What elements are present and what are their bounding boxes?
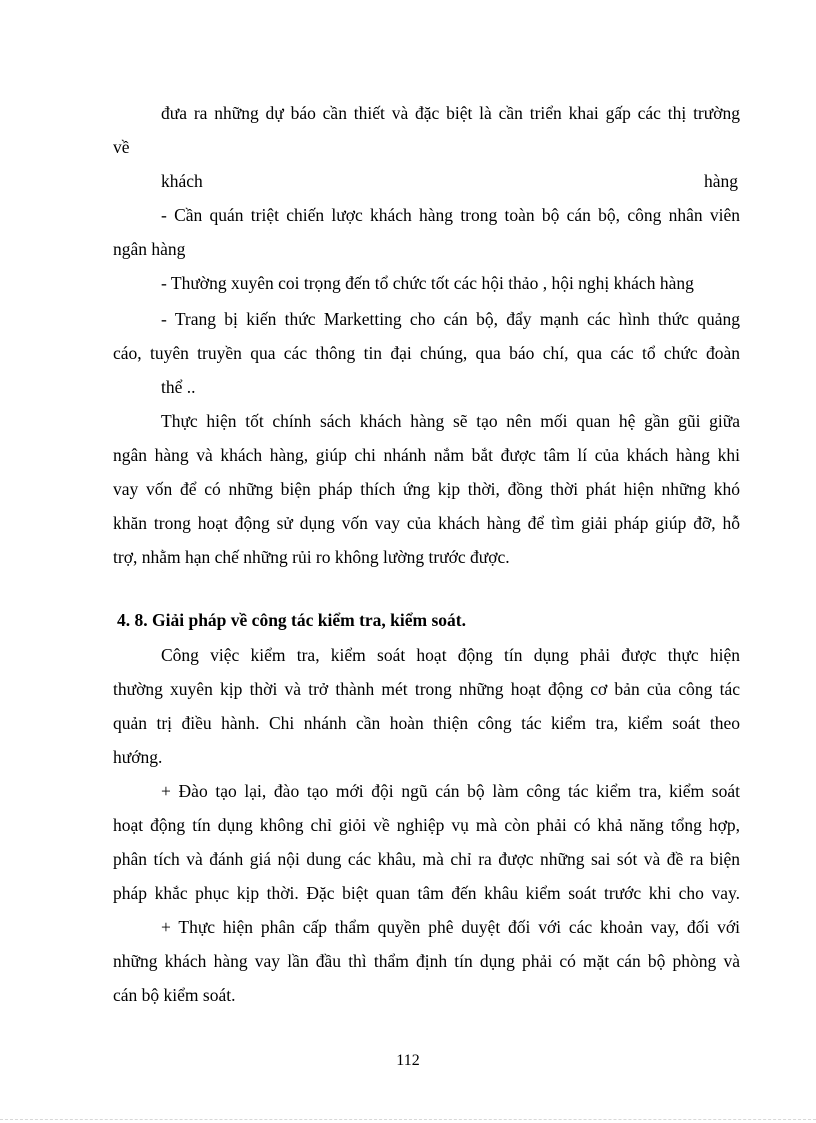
text-line: hướng. [113, 747, 163, 767]
text-line: pháp khắc phục kịp thời. Đặc biệt quan tâm đến khâu kiểm soát trước khi cho vay. [113, 883, 740, 903]
text-line: cáo, tuyên truyền qua các thông tin đại chúng, qua báo chí, qua các tổ chức đoàn [113, 343, 740, 363]
text-line: khăn trong hoạt động sử dụng vốn vay của khách hàng để tìm giải pháp giúp đỡ, hỗ [113, 513, 740, 533]
text-line: - Trang bị kiến thức Marketting cho cán bộ, đẩy mạnh các hình thức quảng [161, 309, 740, 329]
text-line: - Cần quán triệt chiến lược khách hàng trong toàn bộ cán bộ, công nhân viên [161, 205, 740, 225]
section-heading: 4. 8. Giải pháp về công tác kiểm tra, kiểm soát. [117, 610, 467, 630]
page-bottom-border [0, 1119, 816, 1120]
text-line: phân tích và đánh giá nội dung các khâu, mà chỉ ra được những sai sót và đề ra biện [113, 849, 740, 869]
text-line: hàng [704, 171, 739, 191]
text-line: hoạt động tín dụng không chỉ giỏi về nghiệp vụ mà còn phải có khả năng tổng hợp, [113, 815, 740, 835]
text-line: về [113, 137, 130, 157]
text-line: đưa ra những dự báo cần thiết và đặc biệt là cần triển khai gấp các thị trường [161, 103, 740, 123]
text-line: - Thường xuyên coi trọng đến tổ chức tốt các hội thảo , hội nghị khách hàng [161, 273, 694, 293]
text-line: ngân hàng [113, 239, 186, 259]
text-line: thể .. [161, 377, 196, 397]
text-line: quản trị điều hành. Chi nhánh cần hoàn thiện công tác kiểm tra, kiểm soát theo [113, 713, 740, 733]
text-line: + Thực hiện phân cấp thẩm quyền phê duyệt đối với các khoản vay, đối với [161, 917, 740, 937]
text-line: vay vốn để có những biện pháp thích ứng kịp thời, đồng thời phát hiện những khó [113, 479, 740, 499]
text-line: những khách hàng vay lần đầu thì thẩm định tín dụng phải có mặt cán bộ phòng và [113, 951, 740, 971]
text-line: ngân hàng và khách hàng, giúp chi nhánh nắm bắt được tâm lí của khách hàng khi [113, 445, 740, 465]
text-line: Công việc kiểm tra, kiểm soát hoạt động tín dụng phải được thực hiện [161, 645, 740, 665]
text-line: + Đào tạo lại, đào tạo mới đội ngũ cán bộ làm công tác kiểm tra, kiểm soát [161, 781, 740, 801]
text-line: trợ, nhằm hạn chế những rủi ro không lường trước được. [113, 547, 510, 567]
text-line: khách [161, 171, 203, 191]
page-number: 112 [396, 1052, 420, 1069]
text-line: cán bộ kiểm soát. [113, 985, 236, 1005]
text-line: thường xuyên kịp thời và trở thành mét trong những hoạt động cơ bản của công tác [113, 679, 740, 699]
text-line: Thực hiện tốt chính sách khách hàng sẽ tạo nên mối quan hệ gần gũi giữa [161, 411, 740, 431]
